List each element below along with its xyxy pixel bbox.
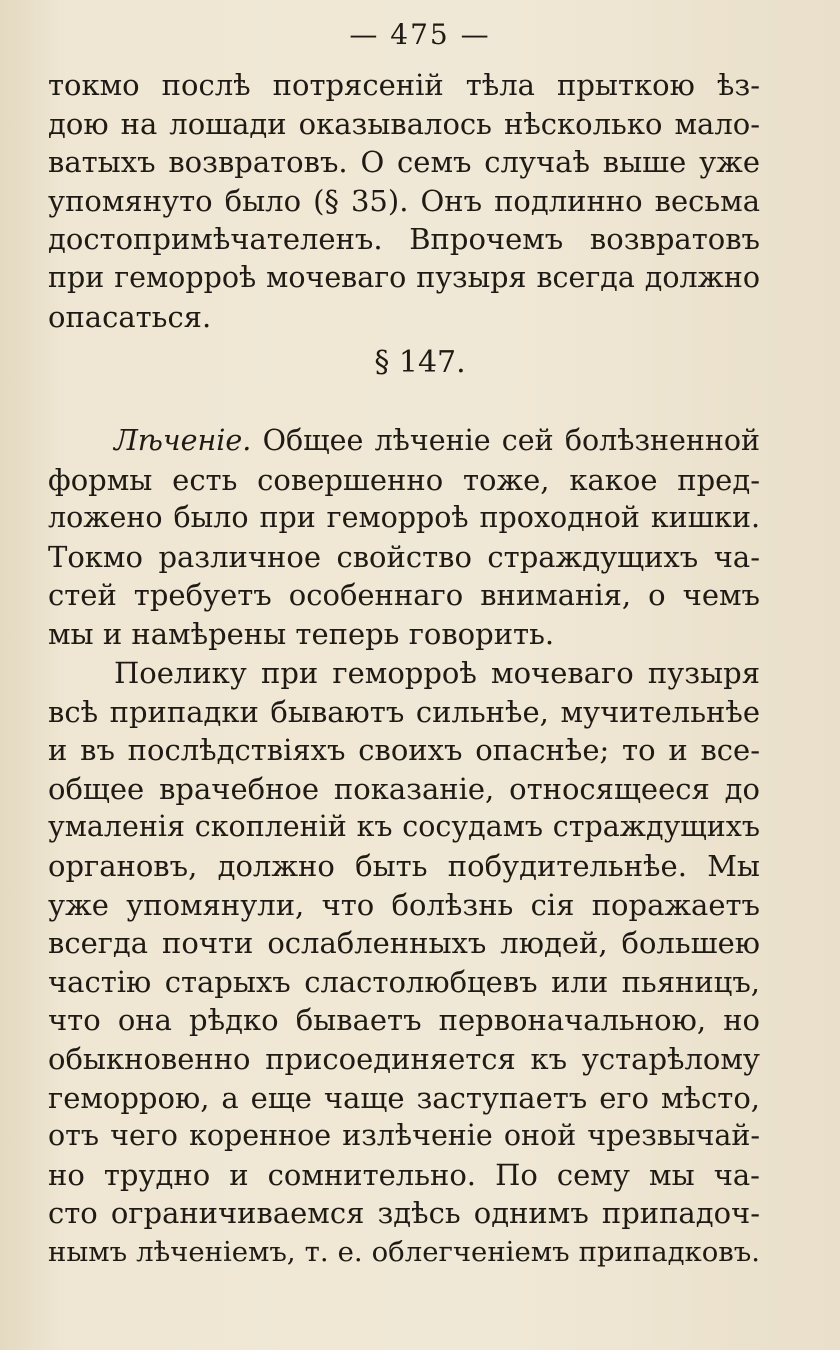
text-line: всѣ припадки бываютъ сильнѣе, мучительнѣе (48, 694, 760, 729)
lead-term: Лѣченіе. (114, 424, 252, 457)
text-line: ложено было при геморроѣ проходной кишки. (48, 501, 760, 535)
text-line: Токмо различное свойство страждущихъ ча- (48, 539, 760, 574)
text-line: и въ послѣдствіяхъ своихъ опаснѣе; то и все- (48, 733, 760, 768)
text-line: умаленія скопленій къ сосудамъ страждущихъ (48, 810, 760, 844)
text-line: но трудно и сомнительно. По сему мы ча- (48, 1157, 760, 1192)
paragraph-main (48, 654, 760, 1272)
text-line: дою на лошади оказывалось нѣсколько мало- (48, 106, 760, 141)
text-line: при геморроѣ мочеваго пузыря всегда должно (48, 260, 760, 294)
text-line: сто ограничиваемся здѣсь однимъ припадоч- (48, 1196, 760, 1231)
text-line: ватыхъ возвратовъ. О семъ случаѣ выше уже (48, 145, 760, 180)
text-line: всегда почти ослабленныхъ людей, большею (48, 926, 760, 961)
text-line: нымъ лѣченіемъ, т. е. облегченіемъ припадковъ. (48, 1235, 760, 1268)
text-fragment: Общее лѣченіе сей болѣзненной (262, 424, 761, 457)
page-number-header: — 475 — (349, 18, 491, 51)
text-line: токмо послѣ потрясеній тѣла прыткою ѣз- (48, 68, 760, 102)
paragraph-continued (48, 66, 760, 336)
text-line: мы и намѣрены теперь говорить. (48, 616, 555, 651)
text-line-first: Поелику при геморроѣ мочеваго пузыря (114, 656, 760, 690)
text-line: достопримѣчателенъ. Впрочемъ возвратовъ (48, 222, 760, 257)
text-line: что она рѣдко бываетъ первоначальною, но (48, 1003, 760, 1038)
text-line: геморрою, а еще чаще заступаетъ его мѣсто, (48, 1080, 760, 1115)
paragraph-treatment (48, 422, 760, 654)
text-line: общее врачебное показаніе, относящееся до (48, 771, 760, 806)
text-line-first (48, 422, 760, 461)
section-heading: § 147. (374, 345, 466, 380)
text-line: стей требуетъ особеннаго вниманія, о чемъ (48, 578, 760, 613)
text-line: обыкновенно присоединяется къ устарѣлому (48, 1041, 760, 1076)
text-line: опасаться. (48, 299, 212, 334)
text-line: органовъ, должно быть побудительнѣе. Мы (48, 848, 760, 883)
text-line: частію старыхъ сластолюбцевъ или пьяницъ, (48, 964, 760, 999)
text-line: формы есть совершенно тоже, какое пред- (48, 462, 760, 497)
text-line: упомянуто было (§ 35). Онъ подлинно весьма (48, 183, 760, 218)
text-line: уже упомянули, что болѣзнь сія поражаетъ (48, 887, 760, 922)
text-line: отъ чего коренное излѣченіе оной чрезвычай- (48, 1119, 760, 1153)
